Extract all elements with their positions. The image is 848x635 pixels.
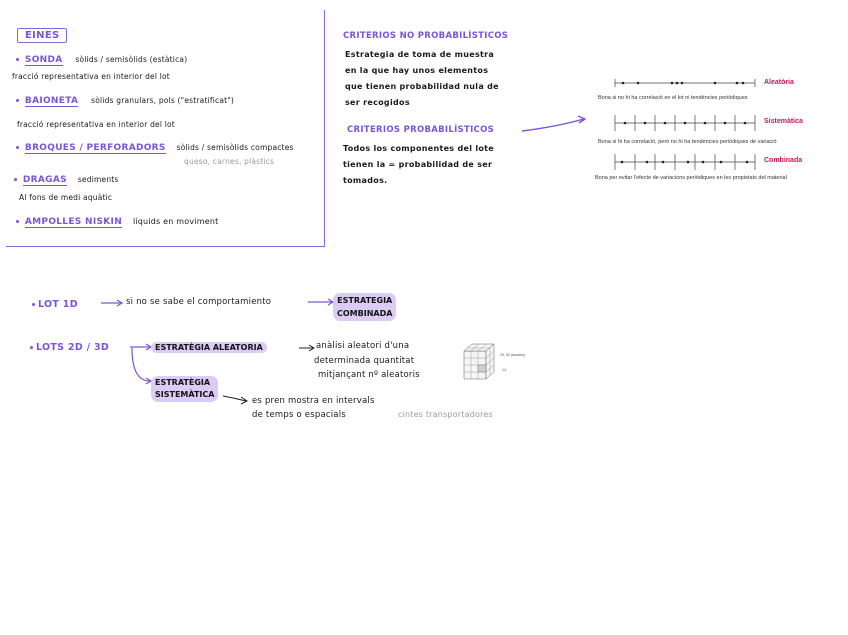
no-prob-line: que tienen probabilidad nula de xyxy=(345,82,499,91)
sampling-line-aleatoria xyxy=(615,79,755,87)
arrow-icon xyxy=(100,298,124,308)
eines-item-dragas xyxy=(14,175,119,185)
tool-desc: sediments xyxy=(77,175,119,184)
lot1d-label-text: LOT 1D xyxy=(38,299,78,310)
lot1d-text: si no se sabe el comportamiento xyxy=(126,297,272,307)
no-prob-line: ser recogidos xyxy=(345,98,410,107)
arrow-icon xyxy=(222,394,250,406)
prob-line: Todos los componentes del lote xyxy=(343,144,495,153)
sampling-caption-sistematica: Bona si hi ha correlació, però no hi ha tendències periòdiques de variació xyxy=(598,139,777,145)
bullet-icon xyxy=(14,178,17,181)
sistematica-note: cintes transportadores xyxy=(398,410,493,419)
pill-line: ESTRATEGIA xyxy=(337,296,393,305)
cube-icon xyxy=(462,341,498,381)
cube-label: 14 xyxy=(502,368,506,372)
bullet-icon xyxy=(16,99,19,102)
bullet-icon xyxy=(16,220,19,223)
sampling-label-combinada: Combinada xyxy=(764,157,803,164)
lot1d-label xyxy=(32,299,78,310)
arrow-icon xyxy=(307,297,335,307)
sampling-line-combinada xyxy=(615,154,755,170)
tool-note: fracció representativa en interior del lot xyxy=(12,72,170,81)
no-prob-title: CRITERIOS NO PROBABILÍSTICOS xyxy=(343,31,509,41)
aleatoria-desc: anàlisi aleatori d'una xyxy=(316,341,410,351)
lots23-label-text: LOTS 2D / 3D xyxy=(36,342,110,353)
lot1d-pill xyxy=(333,293,396,321)
arrow-icon xyxy=(520,113,590,135)
arrow-icon xyxy=(298,343,316,353)
sampling-caption-combinada: Bona per evitar l'efecte de variacions periòdiques en les propietats del material xyxy=(595,175,787,181)
eines-item-sonda xyxy=(16,55,187,65)
tool-desc: sòlids / semisòlids (estàtica) xyxy=(75,55,188,64)
pill-line: ESTRATÈGIA xyxy=(155,378,211,387)
sampling-label-sistematica: Sistemàtica xyxy=(764,118,803,125)
sistematica-desc: de temps o espacials xyxy=(252,410,346,420)
tool-name: BROQUES / PERFORADORS xyxy=(24,143,166,153)
sampling-label-aleatoria: Aleatòria xyxy=(764,79,794,86)
tool-desc: sòlids / semisòlids compactes xyxy=(176,143,294,152)
tool-name: SONDA xyxy=(24,55,63,65)
prob-line: tomados. xyxy=(343,176,388,185)
tool-desc: sòlids granulars, pols ("estratificat") xyxy=(91,96,235,105)
sampling-line-sistematica xyxy=(615,115,755,131)
eines-item-broques xyxy=(16,143,294,153)
tool-name: AMPOLLES NISKIN xyxy=(24,217,123,227)
prob-title: CRITERIOS PROBABILÍSTICOS xyxy=(347,125,495,135)
aleatoria-pill: ESTRATÈGIA ALEATORIA xyxy=(151,342,267,353)
tool-note: queso, carnes, plàstics xyxy=(184,157,275,166)
sistematica-desc: es pren mostra en intervals xyxy=(252,396,375,406)
sampling-caption-aleatoria: Bona si no hi ha correlació en el lot ni tendències periòdiques xyxy=(598,95,748,101)
bullet-icon xyxy=(30,346,33,349)
tool-name: BAIONETA xyxy=(24,96,79,106)
eines-title: EINES xyxy=(17,28,67,43)
bullet-icon xyxy=(32,303,35,306)
tool-desc: líquids en moviment xyxy=(132,217,219,226)
aleatoria-desc: determinada quantitat xyxy=(314,356,415,366)
no-prob-line: Estrategia de toma de muestra xyxy=(345,50,495,59)
lots23-label xyxy=(30,342,109,353)
pill-line: SISTEMÀTICA xyxy=(155,390,215,399)
cube-label: 25, 30 (tamices) xyxy=(500,353,526,357)
pill-line: COMBINADA xyxy=(337,309,393,318)
sistematica-pill xyxy=(151,376,218,402)
prob-line: tienen la = probabilidad de ser xyxy=(343,160,493,169)
aleatoria-desc: mitjançant nº aleatoris xyxy=(318,370,420,380)
eines-item-ampolles xyxy=(16,217,218,227)
bullet-icon xyxy=(16,58,19,61)
tool-note: fracció representativa en interior del lot xyxy=(17,120,175,129)
bullet-icon xyxy=(16,146,19,149)
tool-name: DRAGAS xyxy=(22,175,67,185)
sampling-diagram xyxy=(595,72,845,187)
no-prob-line: en la que hay unos elementos xyxy=(345,66,489,75)
tool-note: Al fons de medi aquàtic xyxy=(19,193,113,202)
eines-item-baioneta xyxy=(16,96,234,106)
